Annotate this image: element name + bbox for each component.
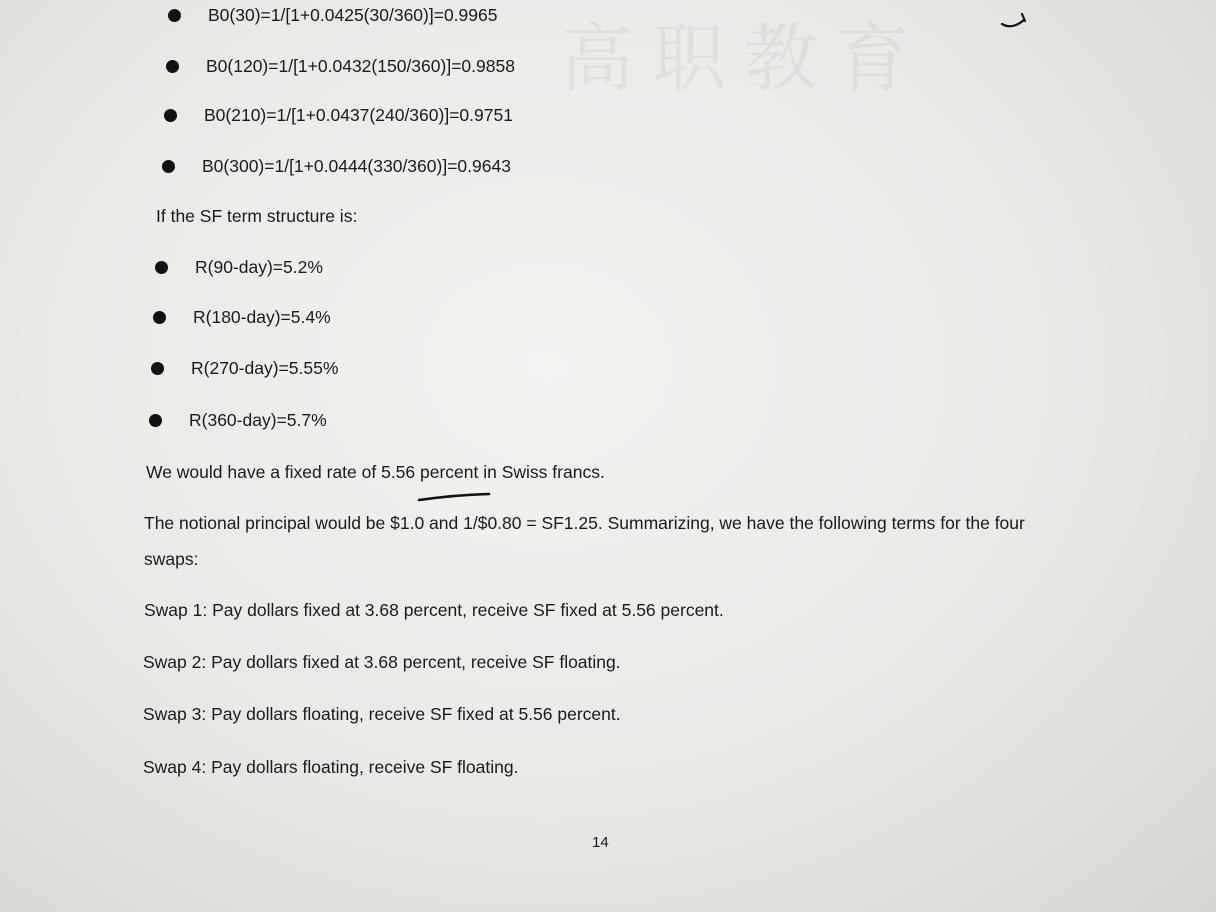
pen-mark xyxy=(1000,10,1030,32)
list-item xyxy=(149,410,327,431)
sf-intro: If the SF term structure is: xyxy=(156,206,358,226)
discount-factor-3: B0(210)=1/[1+0.0437(240/360)]=0.9751 xyxy=(204,105,513,125)
swap-1: Swap 1: Pay dollars fixed at 3.68 percent, receive SF fixed at 5.56 percent. xyxy=(144,600,724,620)
list-item xyxy=(166,56,515,77)
discount-factor-1: B0(30)=1/[1+0.0425(30/360)]=0.9965 xyxy=(208,5,498,25)
bullet-icon xyxy=(168,9,181,22)
handwritten-underline xyxy=(416,491,492,505)
sf-rate-270: R(270-day)=5.55% xyxy=(191,358,339,378)
bullet-icon xyxy=(162,160,175,173)
fixed-rate-sentence: We would have a fixed rate of 5.56 percent in Swiss francs. xyxy=(146,462,605,482)
list-item xyxy=(164,105,513,126)
discount-factor-4: B0(300)=1/[1+0.0444(330/360)]=0.9643 xyxy=(202,156,511,176)
swap-2: Swap 2: Pay dollars fixed at 3.68 percent, receive SF floating. xyxy=(143,652,621,672)
bullet-icon xyxy=(164,109,177,122)
sf-rate-180: R(180-day)=5.4% xyxy=(193,307,331,327)
sf-rate-90: R(90-day)=5.2% xyxy=(195,257,323,277)
bullet-icon xyxy=(149,414,162,427)
bullet-icon xyxy=(155,261,168,274)
swap-3: Swap 3: Pay dollars floating, receive SF fixed at 5.56 percent. xyxy=(143,704,621,724)
bullet-icon xyxy=(151,362,164,375)
bullet-icon xyxy=(166,60,179,73)
list-item xyxy=(162,156,511,177)
list-item xyxy=(168,5,497,26)
bullet-icon xyxy=(153,311,166,324)
list-item xyxy=(151,358,338,379)
page-number: 14 xyxy=(592,834,609,851)
sf-rate-360: R(360-day)=5.7% xyxy=(189,410,327,430)
swap-4: Swap 4: Pay dollars floating, receive SF floating. xyxy=(143,757,519,777)
notional-paragraph: The notional principal would be $1.0 and 1/$0.80 = SF1.25. Summarizing, we have the following terms for the four swaps: xyxy=(144,513,1025,569)
watermark: 高职教育 xyxy=(560,16,928,102)
discount-factor-2: B0(120)=1/[1+0.0432(150/360)]=0.9858 xyxy=(206,56,515,76)
list-item xyxy=(155,257,323,278)
list-item xyxy=(153,307,331,328)
